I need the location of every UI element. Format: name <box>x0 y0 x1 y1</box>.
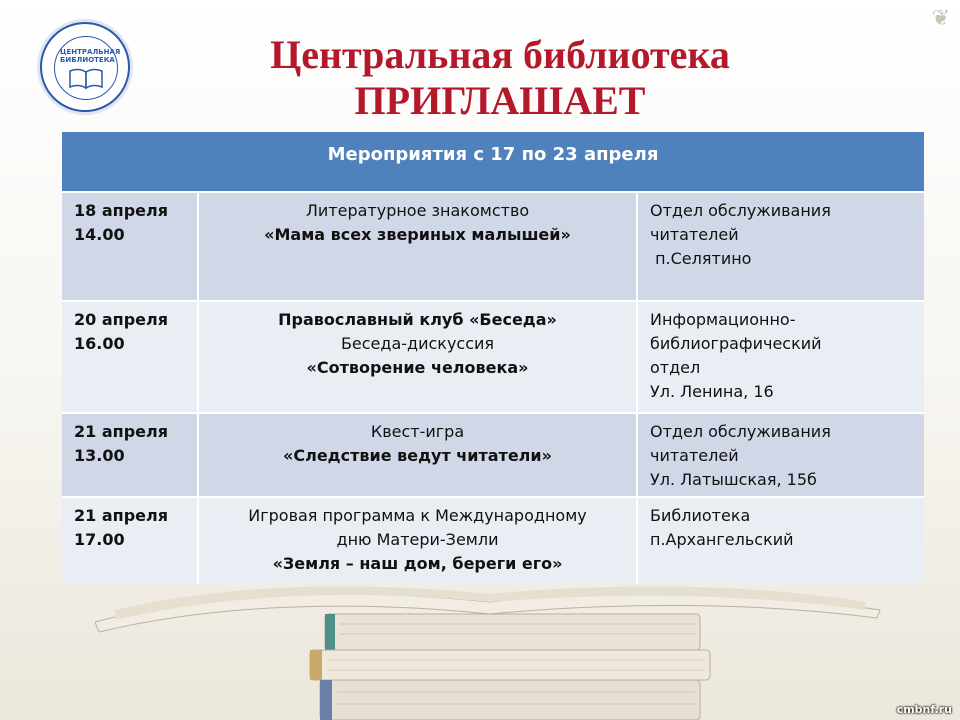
event-date: 21 апреля <box>74 506 168 525</box>
place-cell <box>638 414 924 496</box>
event-time: 14.00 <box>74 225 125 244</box>
event-line: Православный клуб «Беседа» <box>278 310 557 329</box>
place-line: Библиотека <box>650 506 751 525</box>
event-time: 16.00 <box>74 334 125 353</box>
place-line: п.Архангельский <box>650 530 794 549</box>
place-line: читателей <box>650 446 739 465</box>
date-cell <box>62 414 199 496</box>
library-logo <box>40 22 130 112</box>
date-cell <box>62 302 199 412</box>
place-cell <box>638 498 924 584</box>
event-line: «Земля – наш дом, береги его» <box>272 554 563 573</box>
event-date: 18 апреля <box>74 201 168 220</box>
place-line: читателей <box>650 225 739 244</box>
place-line: п.Селятино <box>650 249 752 268</box>
event-line: дню Матери-Земли <box>336 530 499 549</box>
corner-ornament-icon: ❦ <box>931 6 950 31</box>
title-line-2: ПРИГЛАШАЕТ <box>354 78 646 123</box>
event-cell <box>199 302 638 412</box>
place-line: Ул. Ленина, 16 <box>650 382 774 401</box>
table-row <box>62 193 924 302</box>
event-cell <box>199 414 638 496</box>
place-line: библиографический <box>650 334 822 353</box>
events-table <box>62 132 924 584</box>
place-line: Ул. Латышская, 15б <box>650 470 817 489</box>
table-row <box>62 302 924 414</box>
event-line: Беседа-дискуссия <box>340 334 495 353</box>
place-line: Отдел обслуживания <box>650 422 831 441</box>
event-line: «Следствие ведут читатели» <box>283 446 552 465</box>
place-line: Отдел обслуживания <box>650 201 831 220</box>
watermark: cmbnf.ru <box>896 703 952 716</box>
table-row <box>62 414 924 498</box>
event-line: «Сотворение человека» <box>306 358 529 377</box>
event-date: 21 апреля <box>74 422 168 441</box>
event-time: 17.00 <box>74 530 125 549</box>
place-line: Информационно- <box>650 310 796 329</box>
table-heading: Мероприятия с 17 по 23 апреля <box>62 132 924 193</box>
page-title <box>200 32 800 124</box>
logo-wordmark: ЦЕНТРАЛЬНАЯ БИБЛИОТЕКА <box>60 48 121 64</box>
date-cell <box>62 498 199 584</box>
place-line: отдел <box>650 358 701 377</box>
open-book-icon <box>69 68 103 90</box>
event-line: «Мама всех звериных малышей» <box>264 225 571 244</box>
event-date: 20 апреля <box>74 310 168 329</box>
date-cell <box>62 193 199 300</box>
place-cell <box>638 302 924 412</box>
event-cell <box>199 498 638 584</box>
event-line: Литературное знакомство <box>305 201 530 220</box>
event-time: 13.00 <box>74 446 125 465</box>
event-line: Квест-игра <box>370 422 465 441</box>
event-cell <box>199 193 638 300</box>
table-row <box>62 498 924 584</box>
place-cell <box>638 193 924 300</box>
event-line: Игровая программа к Международному <box>248 506 587 525</box>
book-stack-illustration <box>95 580 885 720</box>
title-line-1: Центральная библиотека <box>270 32 730 77</box>
